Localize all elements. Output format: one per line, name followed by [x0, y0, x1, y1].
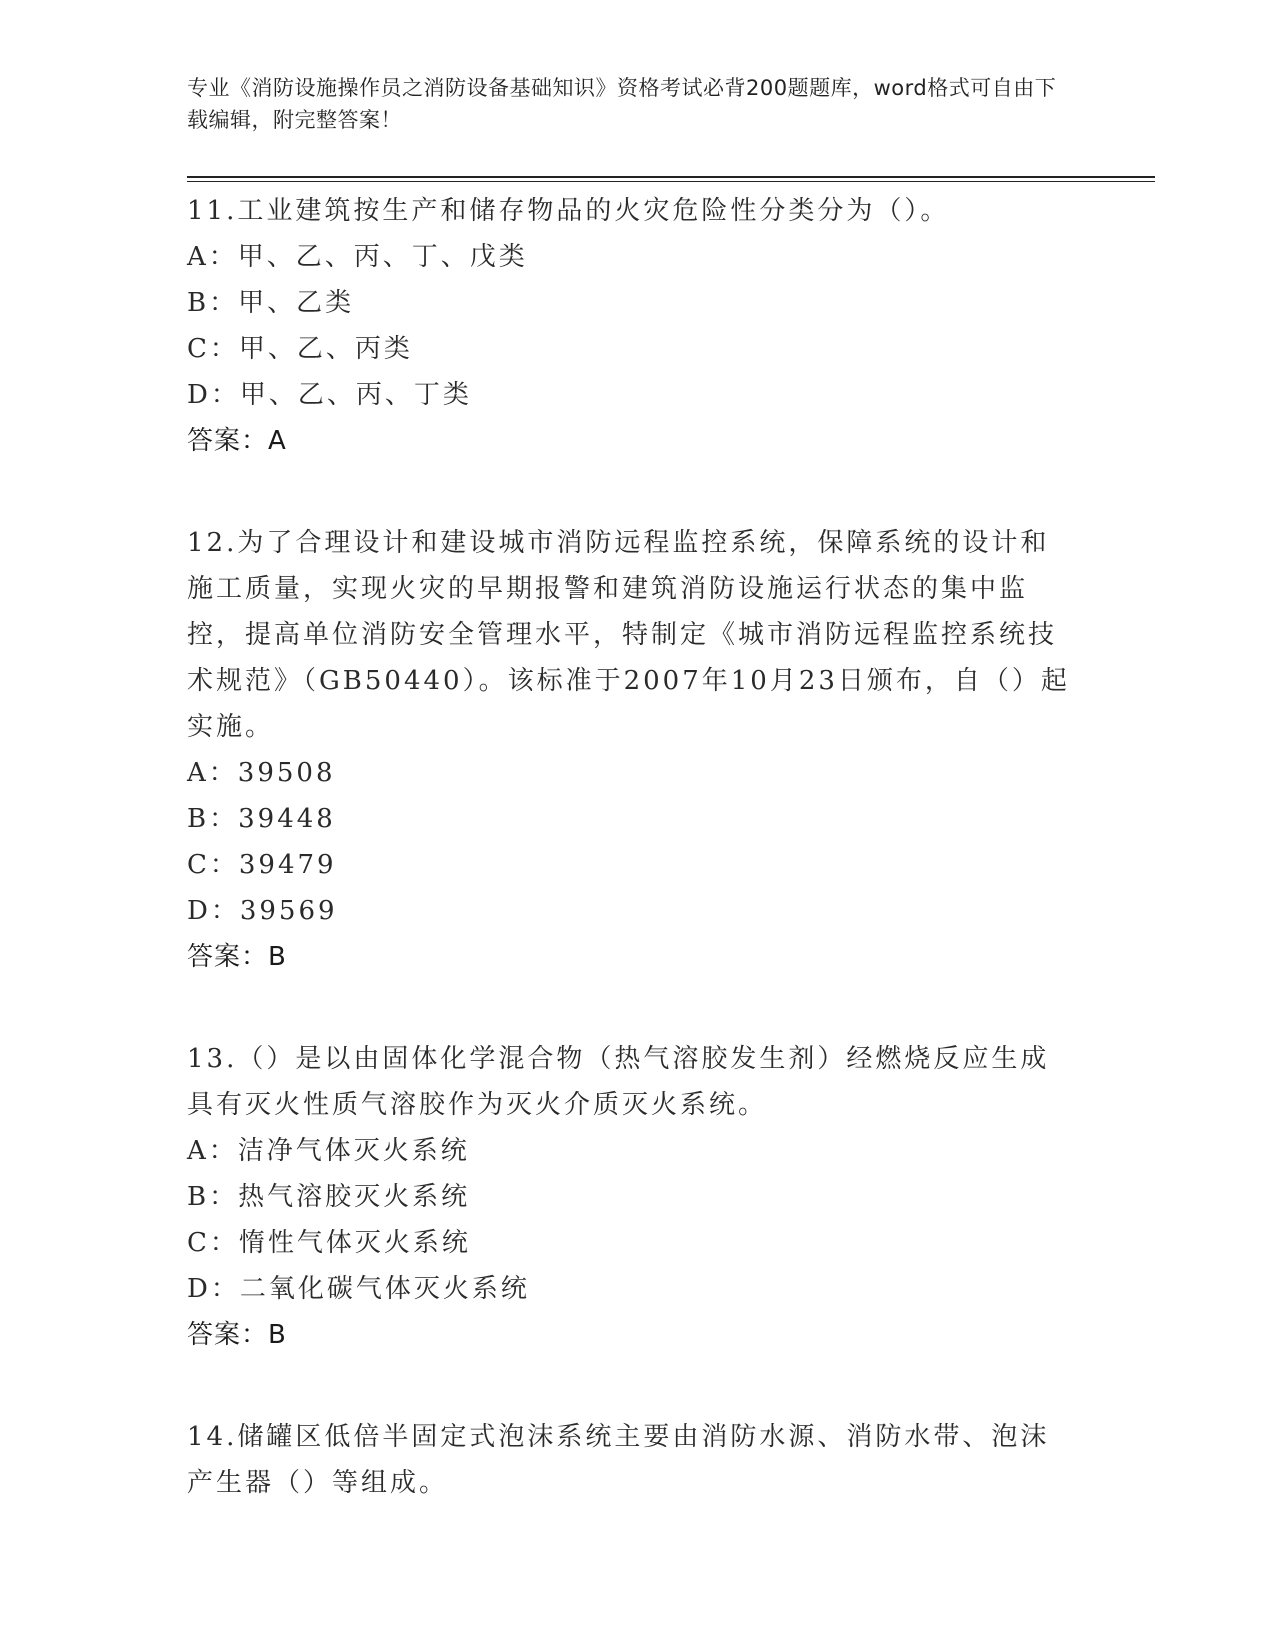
option-b: B：甲、乙类 [187, 288, 355, 318]
option-a: A：洁净气体灭火系统 [187, 1136, 470, 1166]
option-a: A：甲、乙、丙、丁、戊类 [187, 242, 528, 272]
answer: 答案：B [187, 942, 287, 972]
header-rule-thin [187, 181, 1155, 182]
question-stem: 14.储罐区低倍半固定式泡沫系统主要由消防水源、消防水带、泡沫产生器（）等组成。 [187, 1422, 1050, 1498]
question-stem: 13.（）是以由固体化学混合物（热气溶胶发生剂）经燃烧反应生成具有灭火性质气溶胶作为灭火介质灭火系统。 [187, 1044, 1050, 1120]
document-header: 专业《消防设施操作员之消防设备基础知识》资格考试必背200题题库，word格式可自由下载编辑，附完整答案！ [187, 76, 1057, 132]
question-gap [187, 464, 1077, 520]
answer: 答案：B [187, 1320, 287, 1350]
question-list [187, 188, 1077, 1506]
question-gap [187, 1358, 1077, 1414]
option-b: B：39448 [187, 804, 336, 834]
answer: 答案：A [187, 426, 287, 456]
option-c: C：甲、乙、丙类 [187, 334, 413, 364]
question-14 [187, 1414, 1077, 1506]
question-11 [187, 188, 1077, 464]
question-stem: 12.为了合理设计和建设城市消防远程监控系统，保障系统的设计和施工质量，实现火灾的早期报警和建筑消防设施运行状态的集中监控，提高单位消防安全管理水平，特制定《城市消防远程监控系统技术规范》（GB50440）。该标准于2007年10月23日颁布，自（）起实施。 [187, 528, 1070, 742]
question-gap [187, 980, 1077, 1036]
option-d: D：39569 [187, 896, 338, 926]
option-b: B：热气溶胶灭火系统 [187, 1182, 471, 1212]
option-c: C：39479 [187, 850, 337, 880]
option-c: C：惰性气体灭火系统 [187, 1228, 471, 1258]
question-13 [187, 1036, 1077, 1358]
header-rule-thick [187, 176, 1155, 178]
question-stem: 11.工业建筑按生产和储存物品的火灾危险性分类分为（）。 [187, 196, 950, 226]
option-d: D：甲、乙、丙、丁类 [187, 380, 472, 410]
option-d: D：二氧化碳气体灭火系统 [187, 1274, 530, 1304]
option-a: A：39508 [187, 758, 336, 788]
question-12 [187, 520, 1077, 980]
